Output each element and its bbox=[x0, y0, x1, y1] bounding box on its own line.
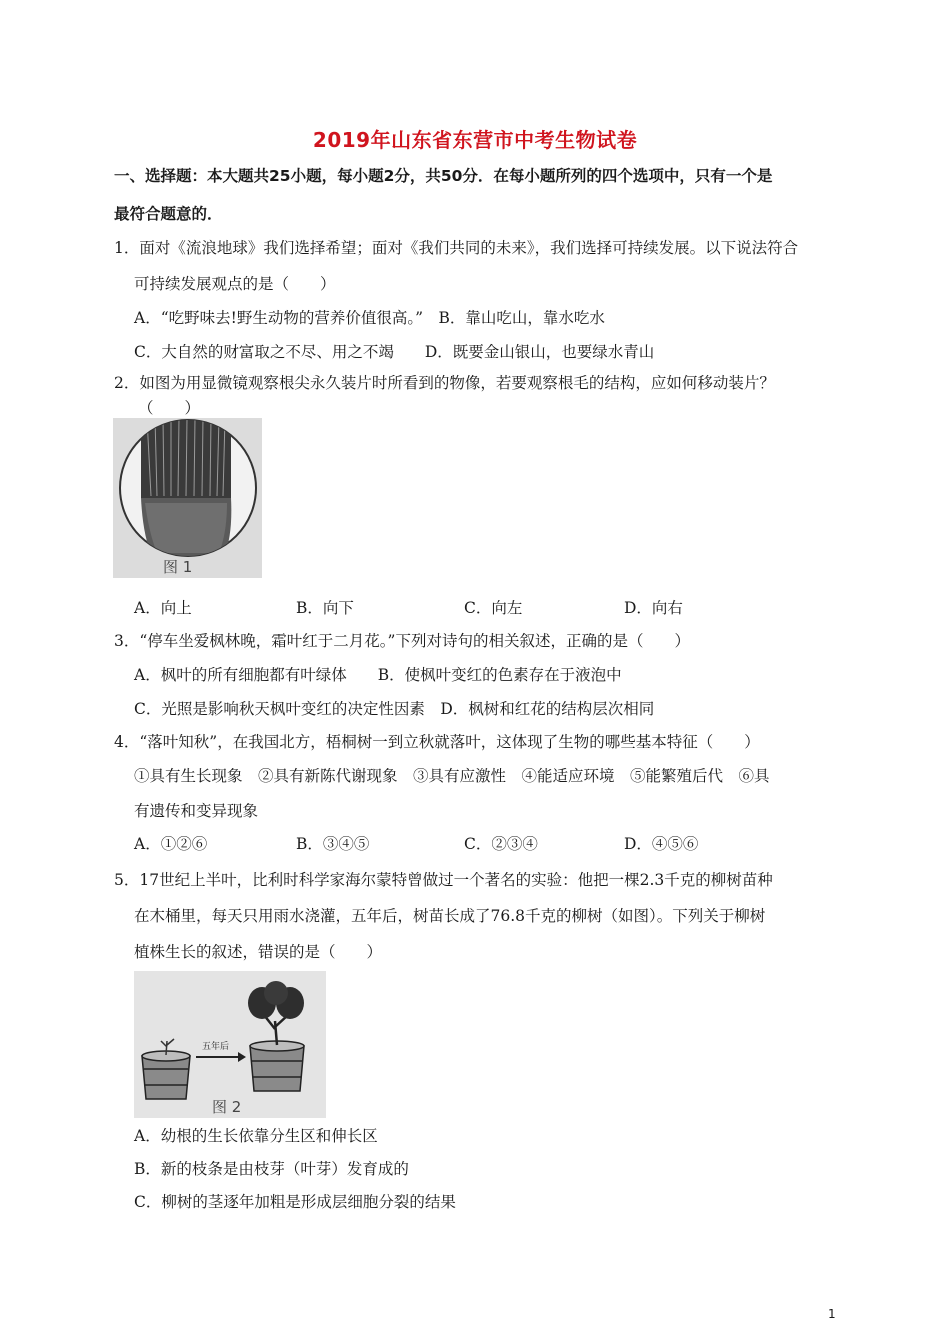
q5-stem-line1: 5．17世纪上半叶，比利时科学家海尔蒙特曾做过一个著名的实验：他把一棵2.3千克的柳树苗种 bbox=[114, 871, 773, 889]
q4-option-c: C．②③④ bbox=[464, 835, 538, 853]
q2-option-b: B．向下 bbox=[296, 599, 354, 617]
q1-options-ab: A．“吃野味去!野生动物的营养价值很高。” B．靠山吃山，靠水吃水 bbox=[134, 309, 605, 327]
page-number: 1 bbox=[828, 1307, 836, 1321]
q1-stem-line1: 1．面对《流浪地球》我们选择希望；面对《我们共同的未来》，我们选择可持续发展。以下说法符合 bbox=[114, 239, 799, 257]
q2-stem-line2: （ ） bbox=[138, 399, 201, 417]
q2-option-c: C．向左 bbox=[464, 599, 523, 617]
q4-option-a: A．①②⑥ bbox=[134, 835, 208, 853]
figure-2-willow-experiment bbox=[134, 971, 326, 1118]
q1-stem-line2: 可持续发展观点的是（ ） bbox=[134, 275, 336, 293]
q1-options-cd: C．大自然的财富取之不尽、用之不竭 D．既要金山银山，也要绿水青山 bbox=[134, 343, 655, 361]
q3-options-cd: C．光照是影响秋天枫叶变红的决定性因素 D．枫树和红花的结构层次相同 bbox=[134, 700, 655, 718]
q5-option-c: C．柳树的茎逐年加粗是形成层细胞分裂的结果 bbox=[134, 1193, 456, 1211]
q4-stem-line1: 4．“落叶知秋”，在我国北方，梧桐树一到立秋就落叶，这体现了生物的哪些基本特征（ ） bbox=[114, 733, 760, 751]
q3-options-ab: A．枫叶的所有细胞都有叶绿体 B．使枫叶变红的色素存在于液泡中 bbox=[134, 666, 622, 684]
q3-stem-line1: 3．“停车坐爱枫林晚，霜叶红于二月花。”下列对诗句的相关叙述，正确的是（ ） bbox=[114, 632, 690, 650]
q5-stem-line2: 在木桶里，每天只用雨水浇灌，五年后，树苗长成了76.8千克的柳树（如图）。下列关于柳树 bbox=[134, 907, 766, 925]
q2-option-d: D．向右 bbox=[624, 599, 683, 617]
q4-option-d: D．④⑤⑥ bbox=[624, 835, 699, 853]
q2-stem-line1: 2．如图为用显微镜观察根尖永久装片时所看到的物像，若要观察根毛的结构，应如何移动装片？ bbox=[114, 374, 775, 392]
microscope-field-icon bbox=[113, 418, 262, 578]
page-title: 2019年山东省东营市中考生物试卷 bbox=[312, 128, 638, 152]
section-heading-line2: 最符合题意的． bbox=[114, 205, 223, 223]
section-heading-line1: 一、选择题：本大题共25小题，每小题2分，共50分．在每小题所列的四个选项中，只有一个是 bbox=[114, 167, 773, 185]
q5-option-a: A．幼根的生长依靠分生区和伸长区 bbox=[134, 1127, 378, 1145]
figure-2-label: 图 2 bbox=[212, 1098, 242, 1116]
q5-stem-line3: 植株生长的叙述，错误的是（ ） bbox=[134, 943, 383, 961]
figure-1-microscope-image bbox=[113, 418, 262, 578]
q5-option-b: B．新的枝条是由枝芽（叶芽）发育成的 bbox=[134, 1160, 409, 1178]
q2-option-a: A．向上 bbox=[134, 599, 192, 617]
q4-option-b: B．③④⑤ bbox=[296, 835, 370, 853]
q4-stem-line2: ①具有生长现象 ②具有新陈代谢现象 ③具有应激性 ④能适应环境 ⑤能繁殖后代 ⑥具 bbox=[134, 767, 770, 785]
figure-2-arrow-label: 五年后 bbox=[202, 1042, 230, 1052]
q4-stem-line3: 有遗传和变异现象 bbox=[134, 802, 259, 820]
figure-1-label: 图 1 bbox=[163, 558, 193, 576]
